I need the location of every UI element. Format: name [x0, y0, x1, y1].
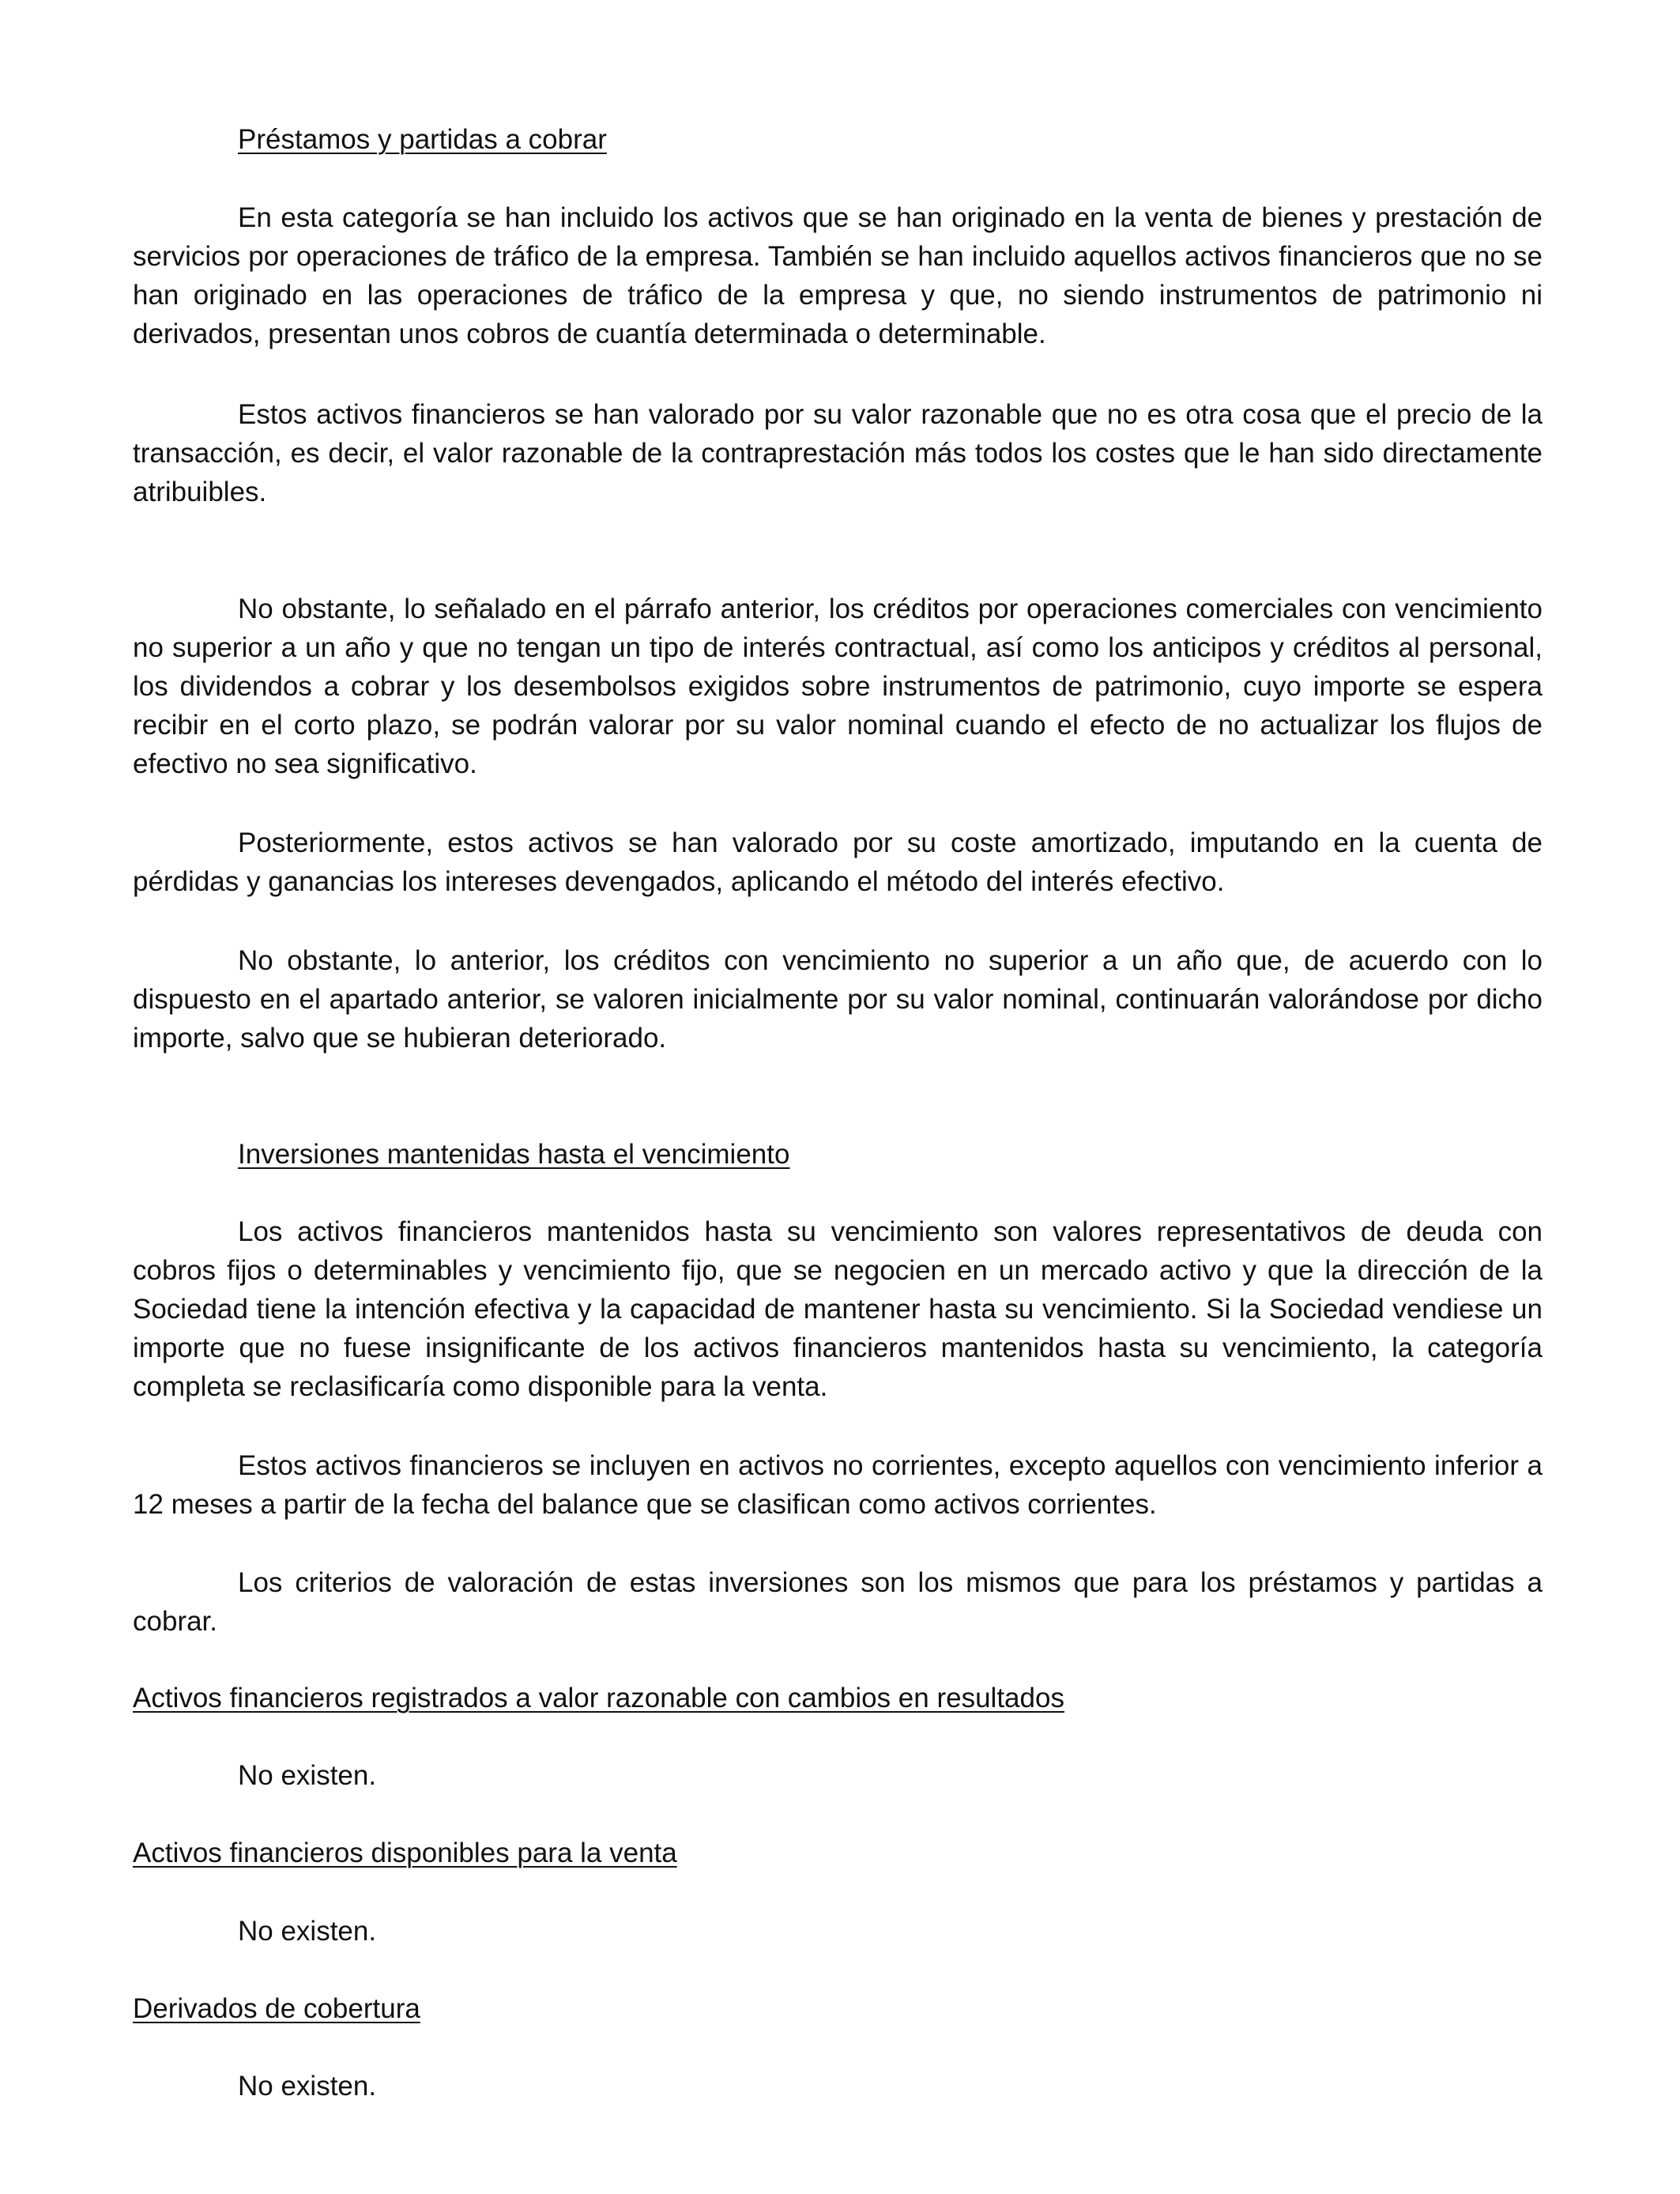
heading-valor-razonable: Activos financieros registrados a valor razonable con cambios en resultados [133, 1683, 1064, 1713]
note-derivados: No existen. [238, 2071, 377, 2102]
note-valor-razonable: No existen. [238, 1760, 377, 1791]
heading-disponibles: Activos financieros disponibles para la venta [133, 1838, 677, 1868]
paragraph-inversiones-3: Los criterios de valoración de estas inversiones son los mismos que para los préstamos y partidas a cobrar. [133, 1567, 1543, 1637]
heading-prestamos: Préstamos y partidas a cobrar [238, 124, 607, 155]
paragraph-inversiones-1: Los activos financieros mantenidos hasta su vencimiento son valores representativos de deuda con cobros fijos o determinables y vencimiento fijo, que se negocien en un mercado activo y que la dirección de la Sociedad tiene la intención efectiva y la capacidad de mantener hasta su vencimiento. Si la Sociedad vendiese un importe que no fuese insignificante de los activos financieros mantenidos hasta su vencimiento, la categoría completa se reclasificaría como disponible para la venta. [133, 1216, 1543, 1402]
paragraph-prestamos-1: En esta categoría se han incluido los activos que se han originado en la venta de bienes y prestación de servicios por operaciones de tráfico de la empresa. También se han incluido aquellos activos financieros que no se han originado en las operaciones de tráfico de la empresa y que, no siendo instrumentos de patrimonio ni derivados, presentan unos cobros de cuantía determinada o determinable. [133, 202, 1543, 349]
paragraph-prestamos-5: No obstante, lo anterior, los créditos con vencimiento no superior a un año que, de acuerdo con lo dispuesto en el apartado anterior, se valoren inicialmente por su valor nominal, continuarán valorándose por dicho importe, salvo que se hubieran deteriorado. [133, 945, 1543, 1054]
paragraph-prestamos-3: No obstante, lo señalado en el párrafo anterior, los créditos por operaciones comerciales con vencimiento no superior a un año y que no tengan un tipo de interés contractual, así como los anticipos y créditos al personal, los dividendos a cobrar y los desembolsos exigidos sobre instrumentos de patrimonio, cuyo importe se espera recibir en el corto plazo, se podrán valorar por su valor nominal cuando el efecto de no actualizar los flujos de efectivo no sea significativo. [133, 594, 1543, 779]
paragraph-inversiones-2: Estos activos financieros se incluyen en activos no corrientes, excepto aquellos con vencimiento inferior a 12 meses a partir de la fecha del balance que se clasifican como activos corrientes. [133, 1450, 1543, 1520]
paragraph-prestamos-2: Estos activos financieros se han valorado por su valor razonable que no es otra cosa que el precio de la transacción, es decir, el valor razonable de la contraprestación más todos los costes que le han sido directamente atribuibles. [133, 399, 1543, 507]
heading-inversiones: Inversiones mantenidas hasta el vencimiento [238, 1139, 790, 1170]
paragraph-prestamos-4: Posteriormente, estos activos se han valorado por su coste amortizado, imputando en la cuenta de pérdidas y ganancias los intereses devengados, aplicando el método del interés efectivo. [133, 827, 1543, 897]
note-disponibles: No existen. [238, 1916, 377, 1947]
heading-derivados: Derivados de cobertura [133, 1993, 420, 2024]
